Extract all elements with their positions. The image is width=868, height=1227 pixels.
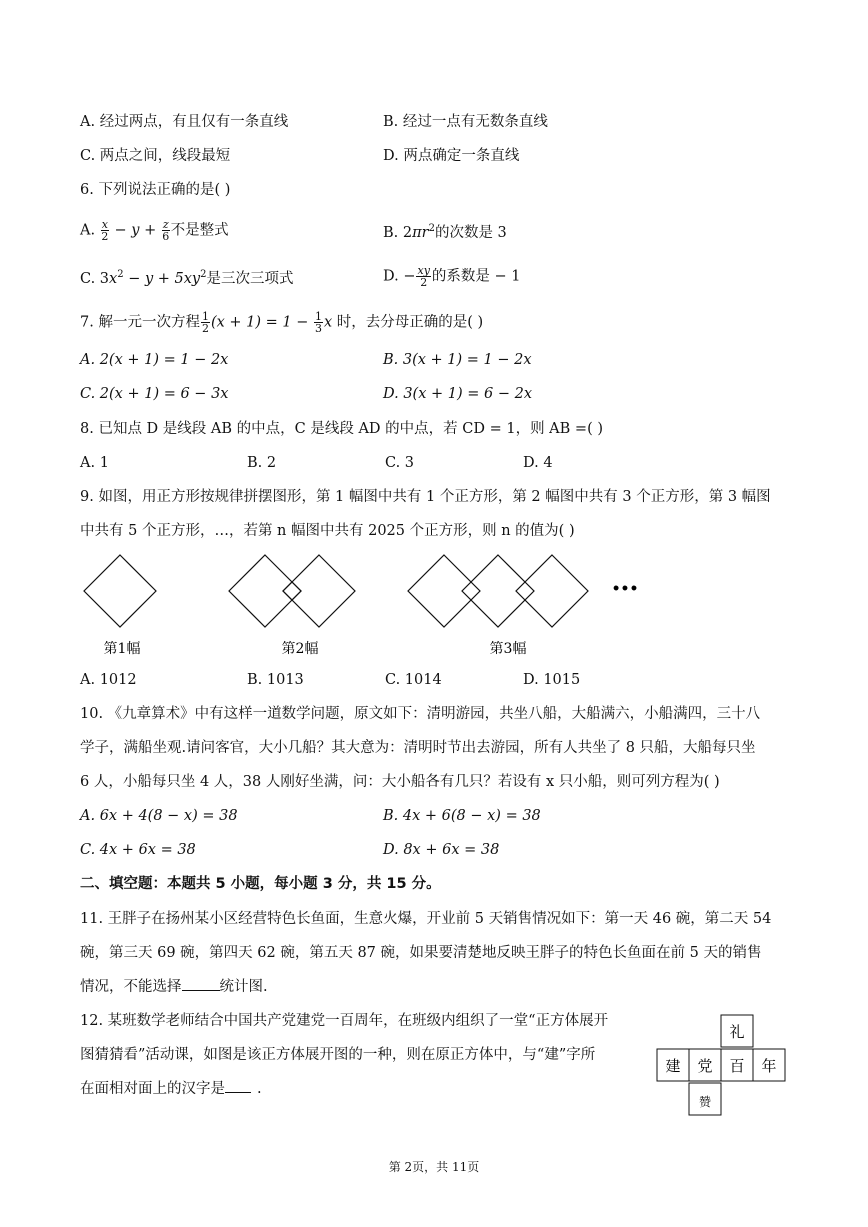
q10-option-d: D. 8x + 6x = 38	[383, 842, 500, 858]
q5-option-d: D. 两点确定一条直线	[383, 148, 520, 164]
page-footer: 第 2页，共 11页	[388, 1160, 480, 1174]
q7-stem-suffix: 时，去分母正确的是( )	[336, 314, 484, 331]
q6-option-a: A. $\frac{x}{2}$ − y + $\frac{z}{6}$ 不是整式	[80, 218, 229, 243]
net-char-row-1: 建	[665, 1057, 681, 1075]
q12-line-2: 图猜猜看”活动课，如图是该正方体展开图的一种，则在原正方体中，与“建”字所	[80, 1047, 596, 1063]
fig3-square-2	[462, 555, 534, 627]
q8-option-a: A. 1	[80, 455, 109, 471]
section-heading: 二、填空题：本题共 5 小题，每小题 3 分，共 15 分。	[80, 876, 441, 892]
q10-line-1: 10. 《九章算术》中有这样一道数学问题，原文如下：清明游园，共坐八船，大船满六，小船满四，三十八	[80, 706, 761, 722]
q7-option-d: D. 3(x + 1) = 6 − 2x	[383, 386, 533, 402]
fig3-square-1	[408, 555, 480, 627]
q7-option-b: B. 3(x + 1) = 1 − 2x	[383, 352, 532, 368]
q5-option-b: B. 经过一点有无数条直线	[383, 114, 548, 130]
answer-blank	[182, 990, 220, 991]
q12-line-1: 12. 某班数学老师结合中国共产党建党一百周年，在班级内组织了一堂“正方体展开	[80, 1013, 609, 1029]
q8-option-d: D. 4	[523, 455, 553, 471]
q9-line-2: 中共有 5 个正方形，…，若第 n 幅图中共有 2025 个正方形，则 n 的值为( )	[80, 523, 575, 539]
fig1-square	[84, 555, 156, 627]
net-char-top: 礼	[729, 1023, 745, 1041]
q9-option-b: B. 1013	[247, 672, 304, 688]
fig2-square-right	[283, 555, 355, 627]
q10-line-3: 6 人，小船每只坐 4 人，38 人刚好坐满，问：大小船各有几只？若设有 x 只小船，则可列方程为( )	[80, 774, 720, 790]
q9-option-d: D. 1015	[523, 672, 581, 688]
q6-option-b: B. $2\pi r^2$的次数是 3	[383, 223, 507, 241]
q6-option-d	[383, 265, 521, 288]
q6-c-prefix: C. 3	[80, 270, 110, 287]
ellipsis: •••	[611, 581, 639, 597]
q11-line-3	[80, 977, 268, 997]
q12-line3-text: 在面相对面上的汉字是	[80, 1081, 225, 1097]
q7-stem-prefix: 7. 解一元一次方程	[80, 314, 200, 331]
fraction: $\frac{x}{2}$	[101, 218, 109, 243]
q6-a-prefix: A.	[80, 222, 100, 239]
q7-option-a: A. 2(x + 1) = 1 − 2x	[80, 352, 229, 368]
fig2-label: 第2幅	[281, 641, 319, 657]
fraction: $\frac{1}{3}$	[315, 310, 322, 335]
q9-option-c: C. 1014	[385, 672, 442, 688]
square-pattern-figure	[70, 545, 670, 665]
q9-option-a: A. 1012	[80, 672, 137, 688]
q11-line3-text: 情况，不能选择	[80, 979, 182, 995]
fraction: $\frac{1}{2}$	[201, 310, 209, 335]
q12-line-3	[80, 1079, 262, 1099]
q6-b-prefix: B. 2	[383, 224, 413, 241]
q6-c-suffix: 是三次三项式	[206, 270, 294, 287]
q7-stem: 7. 解一元一次方程 $\frac{1}{2}$ (x + 1) = 1 − $\frac{1}{3}$ x 时，去分母正确的是( )	[80, 310, 484, 335]
q6-option-c: C. $3x^2 - y + 5xy^2$是三次三项式	[80, 269, 294, 287]
fig3-square-3	[516, 555, 588, 627]
q6-d-prefix: D. −	[383, 268, 416, 285]
q8-stem: 8. 已知点 D 是线段 AB 的中点，C 是线段 AD 的中点，若 CD = 1，则 AB =( )	[80, 421, 603, 437]
net-char-row-4: 年	[761, 1057, 777, 1075]
q8-option-b: B. 2	[247, 455, 277, 471]
q10-option-a: A. 6x + 4(8 − x) = 38	[80, 808, 238, 824]
fig2-square-left	[229, 555, 301, 627]
q6-stem: 6. 下列说法正确的是( )	[80, 182, 231, 198]
q9-line-1: 9. 如图，用正方形按规律拼摆图形，第 1 幅图中共有 1 个正方形，第 2 幅图中共有 3 个正方形，第 3 幅图	[80, 489, 771, 505]
net-char-bottom: 赞	[698, 1095, 712, 1109]
q6-a-suffix: 不是整式	[170, 222, 229, 239]
q12-line3-end: .	[257, 1081, 262, 1097]
answer-blank	[225, 1092, 251, 1093]
cube-net-figure	[655, 1014, 789, 1118]
fig2-square-middle	[283, 582, 301, 600]
q6-b-suffix: 的次数是 3	[434, 224, 507, 241]
net-char-row-2: 党	[697, 1057, 713, 1075]
q10-line-2: 学子，满船坐观.请问客官，大小几船？其大意为：清明时节出去游园，所有人共坐了 8 只船，大船每只坐	[80, 740, 756, 756]
q5-option-c: C. 两点之间，线段最短	[80, 148, 231, 164]
q10-option-c: C. 4x + 6x = 38	[80, 842, 196, 858]
q10-option-b: B. 4x + 6(8 − x) = 38	[383, 808, 541, 824]
q8-option-c: C. 3	[385, 455, 415, 471]
fraction: $\frac{xy}{2}$	[417, 264, 430, 289]
q11-line-2: 碗，第三天 69 碗，第四天 62 碗，第五天 87 碗，如果要清楚地反映王胖子的特色长鱼面在前 5 天的销售	[80, 945, 762, 961]
q5-option-a: A. 经过两点，有且仅有一条直线	[80, 114, 289, 130]
q11-line3-end: 统计图.	[219, 979, 268, 995]
q11-line-1: 11. 王胖子在扬州某小区经营特色长鱼面，生意火爆，开业前 5 天销售情况如下：第一天 46 碗，第二天 54	[80, 911, 772, 927]
fig3-label: 第3幅	[489, 641, 527, 657]
fraction: $\frac{z}{6}$	[162, 218, 170, 243]
q7-option-c: C. 2(x + 1) = 6 − 3x	[80, 386, 229, 402]
fig1-label: 第1幅	[103, 641, 141, 657]
q6-d-suffix: 的系数是 − 1	[431, 268, 521, 285]
net-char-row-3: 百	[729, 1057, 745, 1075]
